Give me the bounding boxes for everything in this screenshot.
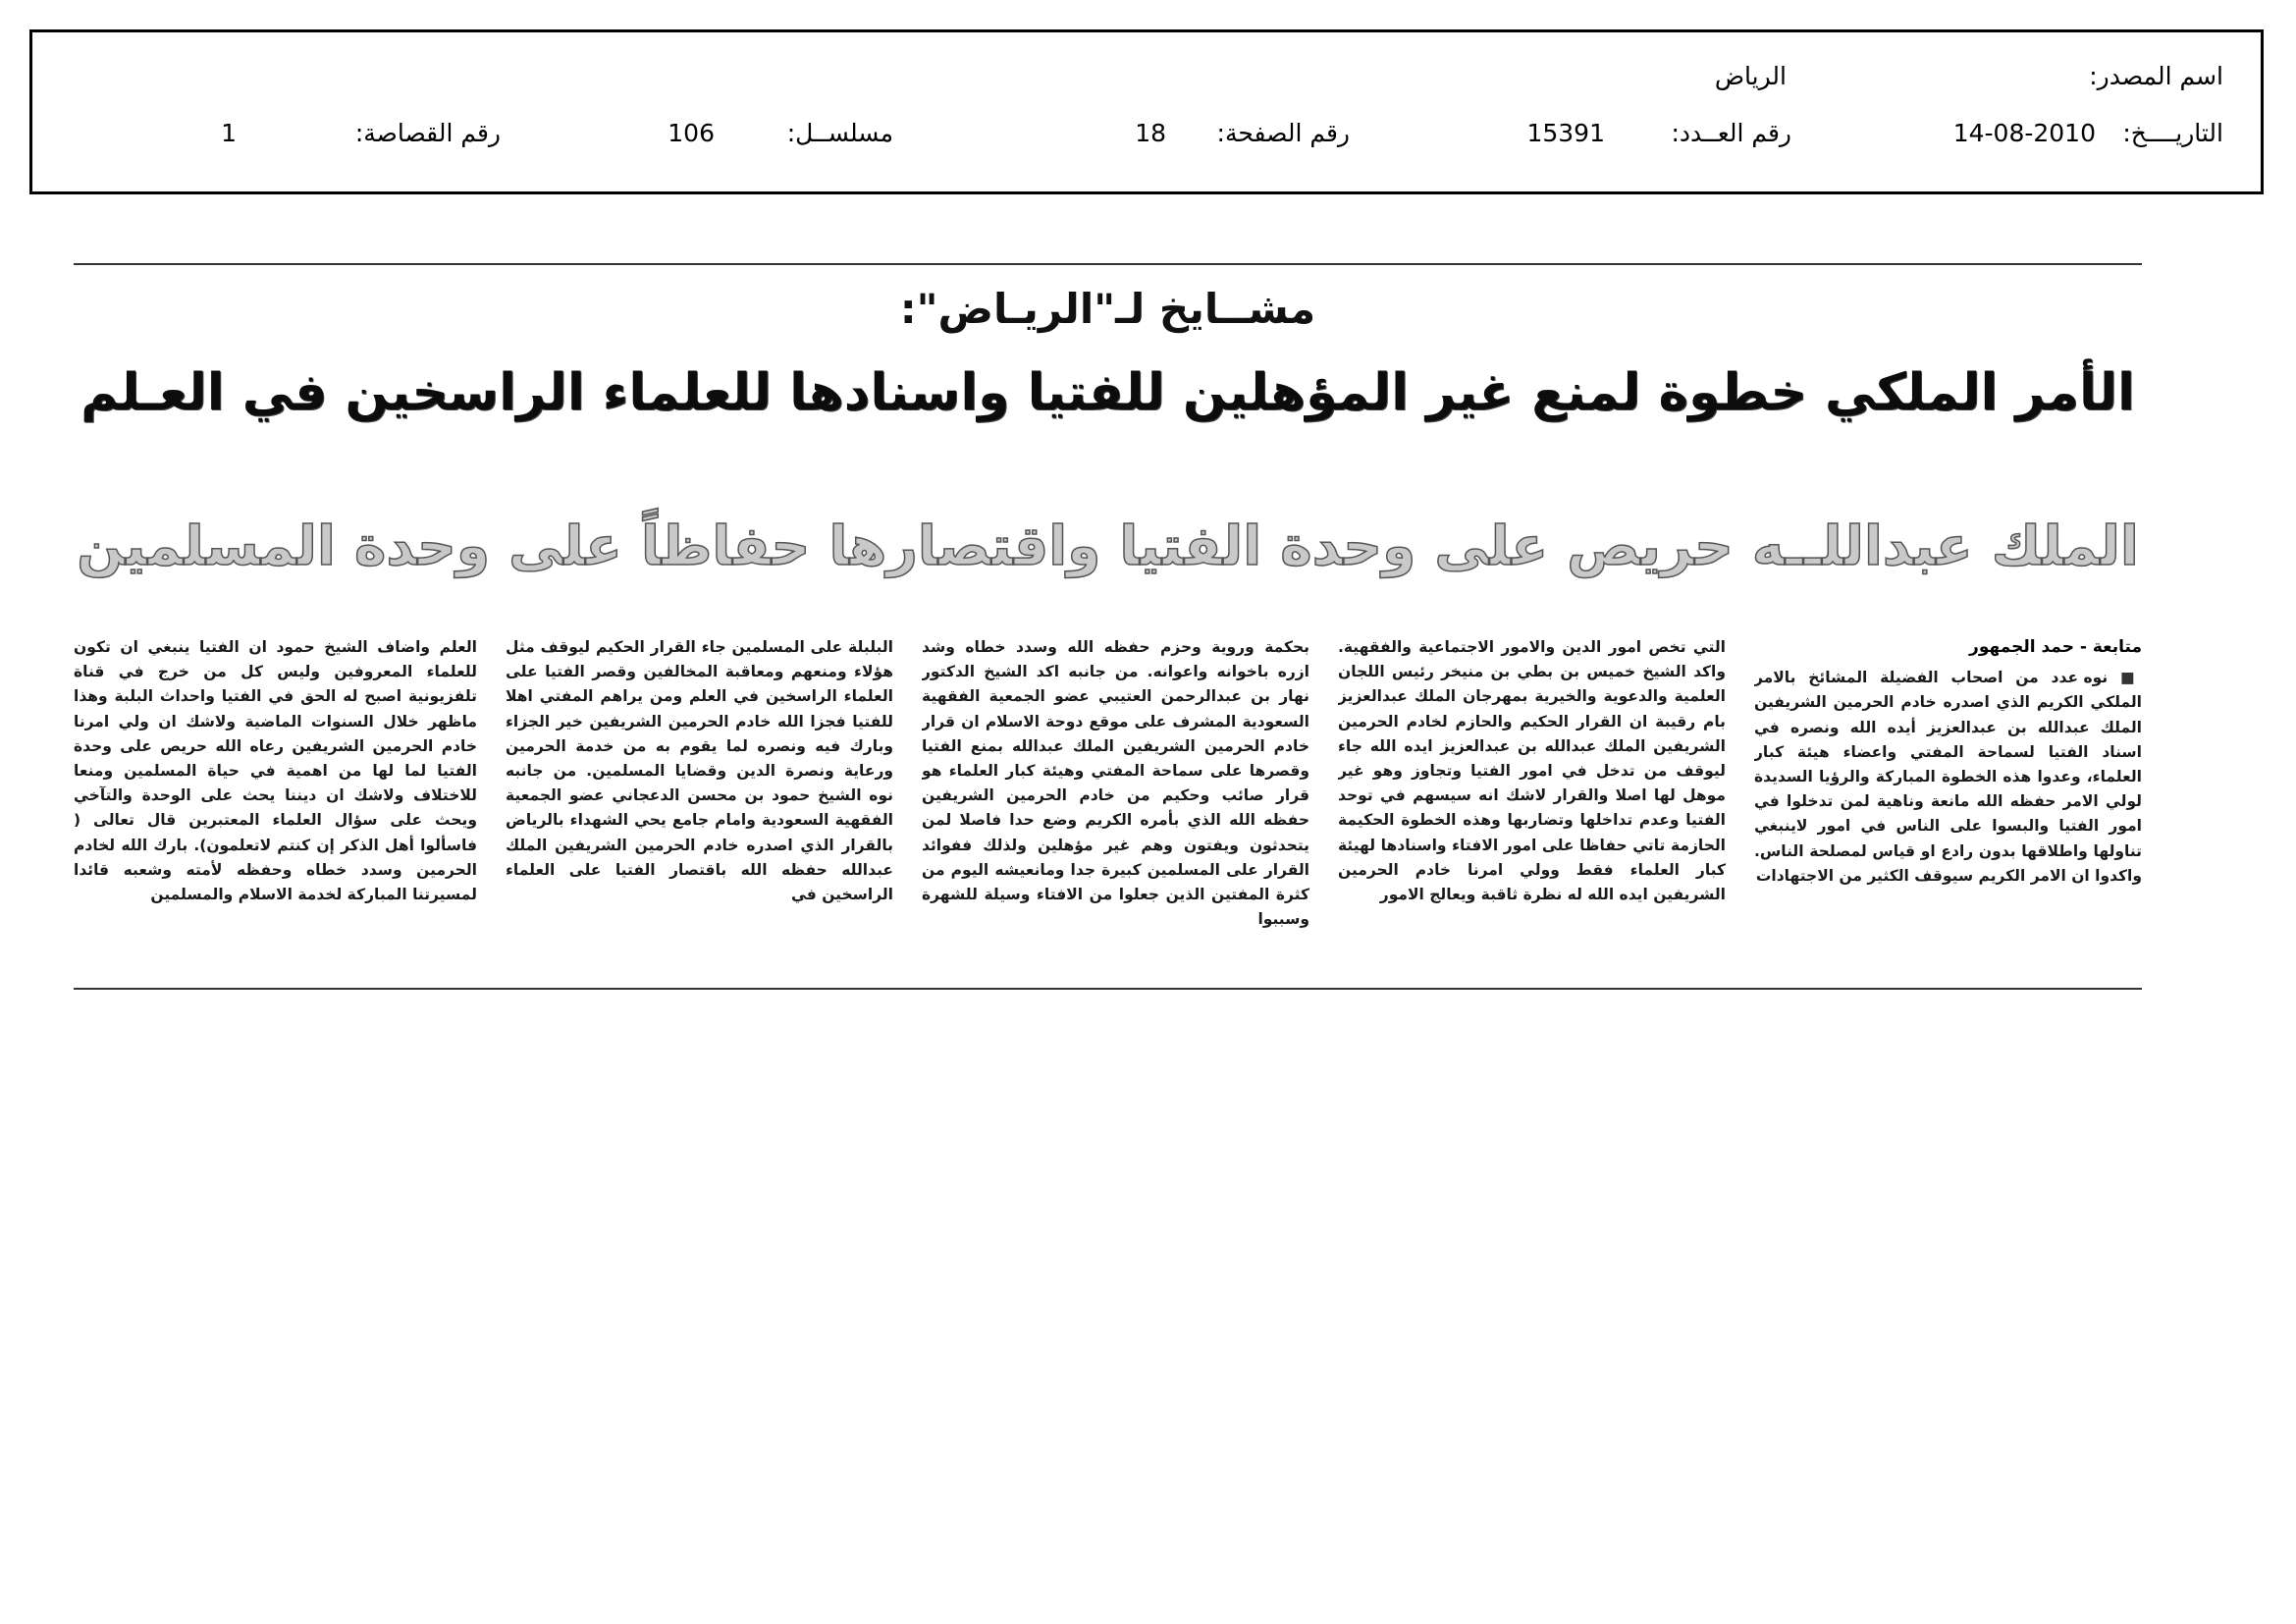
square-bullet-icon: ■ (2108, 669, 2142, 687)
article-subheadline: الملك عبداللــه حريص على وحدة الفتيا واقتصارها حفاظاً على وحدة المسلمين (77, 514, 2139, 577)
source-value: الرياض (1714, 62, 1787, 90)
article-column-3 (922, 635, 1309, 981)
date-value: 14-08-2010 (1952, 119, 2096, 147)
column-text: بحكمة وروية وحزم حفظه الله وسدد خطاه وشد ازره باخوانه واعوانه. من جانبه اكد الشيخ الدكتور نهار بن عبدالرحمن العتيبي عضو الجمعية الفقهية السعودية المشرف على موقع دوحة الاسلام ان قرار خادم الحرمين الشريفين الملك عبدالله بمنع الفتيا وقصرها على سماحة المفتي وهيئة كبار العلماء هو قرار صائب وحكيم من خادم الحرمين الشريفين حفظه الله الذي بأمره الكريم وضع حدا فاصلا لمن يتحدثون ويفتون وهم غير مؤهلين ولذلك ففوائد القرار على المسلمين كبيرة جدا ومانعيشه اليوم من كثرة المفتين الذين جعلوا من الافتاء وسيلة للشهرة وسببوا (922, 638, 1309, 929)
issue-label: رقم العــدد: (1671, 119, 1791, 147)
column-text: العلم واضاف الشيخ حمود ان الفتيا ينبغي ان تكون للعلماء المعروفين وليس كل من خرج في قناة تلفزيونية اصبح له الحق في الفتيا واحداث البلبة وهذا ماظهر خلال السنوات الماضية ولاشك ان ولي امرنا خادم الحرمين الشريفين رعاه الله حريص على وحدة الفتيا لما لها من اهمية في حياة المسلمين ومنعا للاختلاف ولاشك ان ديننا يحث على الوحدة والتآخي ويحث على سؤال العلماء المعتبرين قال تعالى ( فاسألوا أهل الذكر إن كنتم لاتعلمون). بارك الله لخادم الحرمين وسدد خطاه وحفظه لأمته وشعبه قائدا لمسيرتنا المباركة لخدمة الاسلام والمسلمين (74, 638, 477, 904)
article-kicker: مشــايخ لـ"الريـاض": (899, 285, 1316, 333)
page-label: رقم الصفحة: (1216, 119, 1350, 147)
article-column-2 (1338, 635, 1726, 981)
metadata-box (29, 29, 2264, 194)
page-value: 18 (1135, 119, 1166, 147)
clip-label: رقم القصاصة: (354, 119, 501, 147)
article-byline: متابعة - حمد الجمهور (1969, 637, 2142, 657)
column-text: نوه عدد من اصحاب الفضيلة المشائخ بالامر الملكي الكريم الذي اصدره خادم الحرمين الشريفين الملك عبدالله بن عبدالعزيز أيده الله ونصره في اسناد الفتيا لسماحة المفتي واعضاء هيئة كبار العلماء، وعدوا هذه الخطوة المباركة والرؤيا السديدة لولي الامر حفظه الله مانعة وناهية لمن تدخلوا في امور الفتيا والبسوا على الناس في امور لاينبغي تناولها واطلاقها بدون رادع او قياس لمصلحة الناس. واكدوا ان الامر الكريم سيوقف الكثير من الاجتهادات (1754, 669, 2142, 885)
serial-label: مسلســل: (786, 119, 893, 147)
newspaper-clipping (74, 257, 2142, 994)
top-rule (74, 263, 2142, 265)
clip-value: 1 (221, 119, 237, 147)
source-label: اسم المصدر: (2089, 62, 2223, 90)
column-text: البلبلة على المسلمين جاء القرار الحكيم ليوقف مثل هؤلاء ومنعهم ومعاقبة المخالفين وقصر الفتيا على العلماء الراسخين في العلم ومن يراهم المفتي اهلا للفتيا فجزا الله خادم الحرمين الشريفين خير الجزاء وبارك فيه ونصره لما يقوم به من خدمة الحرمين ورعاية ونصرة الدين وقضايا المسلمين. من جانبه نوه الشيخ حمود بن محسن الدعجاني عضو الجمعية الفقهية السعودية وامام جامع يحي الشهداء بالرياض بالقرار الذي اصدره خادم الحرمين الشريفين الملك عبدالله حفظه الله باقتصار الفتيا على العلماء الراسخين في (506, 638, 893, 904)
article-headline: الأمر الملكي خطوة لمنع غير المؤهلين للفتيا واسنادها للعلماء الراسخين في العـلم (80, 363, 2135, 422)
serial-value: 106 (667, 119, 715, 147)
issue-value: 15391 (1526, 119, 1605, 147)
date-label: التاريــــخ: (2122, 119, 2223, 147)
article-column-4 (506, 635, 893, 981)
article-column-5 (74, 635, 477, 981)
bottom-rule (74, 988, 2142, 990)
article-columns (74, 635, 2142, 981)
article-column-1 (1754, 635, 2142, 981)
column-text: التي تخص امور الدين والامور الاجتماعية والفقهية. واكد الشيخ خميس بن بطي بن منيخر رئيس اللجان العلمية والدعوية والخيرية بمهرجان الملك عبدالعزيز بام رقيبة ان القرار الحكيم والحازم لخادم الحرمين الشريفين الملك عبدالله بن عبدالعزيز ايده الله جاء ليوقف من تدخل في امور الفتيا وتجاوز وهو غير موهل لها اصلا والقرار لاشك انه سيسهم في توحد الفتيا وعدم تداخلها وتضاربها وهذه الخطوة الحكيمة الحازمة تاتي حفاظا على امور الافتاء واسنادها لهيئة كبار العلماء فقط وولي امرنا خادم الحرمين الشريفين ايده الله له نظرة ثاقبة ويعالج الامور (1338, 638, 1726, 904)
